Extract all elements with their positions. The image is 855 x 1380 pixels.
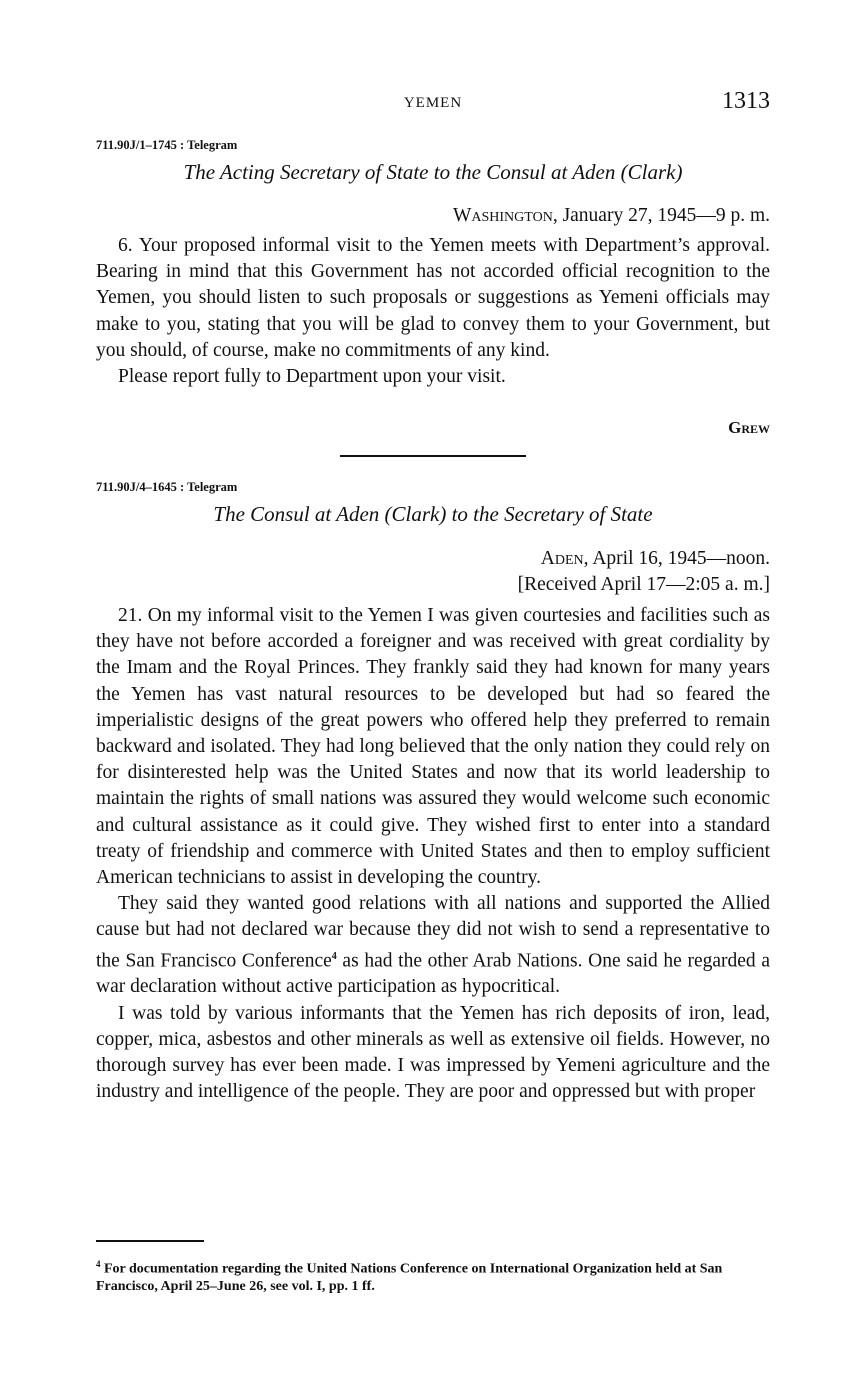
doc1-dateline-place: Washington	[452, 205, 553, 226]
doc1-signature: Grew	[728, 418, 770, 437]
footnote	[96, 1256, 770, 1295]
section-divider	[340, 455, 526, 457]
page-number: 1313	[722, 88, 770, 114]
doc1-heading: The Acting Secretary of State to the Consul at Aden (Clark)	[183, 160, 683, 184]
doc2-paragraph-3: I was told by various informants that the Yemen has rich deposits of iron, lead, copper, mica, asbestos and other minerals as well as extensive oil fields. However, no thorough survey has ever been made. I was impressed by Yemeni agriculture and the industry and intelligence of the people. They are poor and oppressed but with proper	[96, 1002, 770, 1103]
doc2-paragraph-1: 21. On my informal visit to the Yemen I was given courtesies and facilities such as they have not before accorded a foreigner and was received with great cordiality by the Imam and the Royal Princes. They frankly said they had known for many years the Yemen has vast natural resources to be developed but had so feared the imperialistic designs of the great powers who offered help they preferred to remain backward and isolated. They had long believed that the only nation they could rely on for disinterested help was the United States and now that its world leadership to maintain the rights of small nations was assured they would welcome such economic and cultural assistance as it could give. They wished first to enter into a standard treaty of friendship and commerce with United States and then to employ sufficient American technicians to assist in developing the country.	[96, 605, 770, 889]
doc1-file-number: 711.90J/1–1745 : Telegram	[96, 138, 238, 152]
doc1-body	[96, 233, 770, 390]
footnote-rule	[96, 1240, 204, 1242]
running-head-title: YEMEN	[403, 95, 463, 111]
doc2-dateline	[541, 546, 770, 572]
doc2-heading: The Consul at Aden (Clark) to the Secretary of State	[213, 502, 653, 526]
doc2-paragraph-2-text: They said they wanted good relations with all nations and supported the Allied cause but had not declared war because they did not wish to send a representative to the San Francisco Conference	[96, 893, 770, 972]
footnote-text: For documentation regarding the United Nations Conference on International Organization held at San Francisco, April 25–June 26, see vol. I, pp. 1 ff.	[96, 1261, 723, 1294]
running-head	[96, 88, 770, 118]
doc2-dateline-place: Aden	[540, 548, 584, 569]
doc2-paragraph-2-text-cont: as had the other Arab Nations. One said he regarded a war declaration without active participation as hypocritical.	[96, 950, 771, 998]
doc2-dateline-date: , April 16, 1945—noon.	[583, 548, 770, 569]
doc1-dateline	[453, 203, 770, 229]
footnote-reference: 4	[331, 950, 337, 962]
doc1-dateline-date: , January 27, 1945—9 p. m.	[552, 205, 770, 226]
doc1-paragraph: Please report fully to Department upon your visit.	[118, 366, 506, 388]
footnote-mark: 4	[96, 1259, 101, 1269]
doc2-file-number: 711.90J/4–1645 : Telegram	[96, 480, 238, 494]
doc2-received: [Received April 17—2:05 a. m.]	[517, 574, 770, 595]
doc2-body	[96, 603, 770, 1105]
doc2-paragraph-2	[96, 891, 770, 1000]
doc1-paragraph: 6. Your proposed informal visit to the Yemen meets with Department’s approval. Bearing in mind that this Government has not accorded official recognition to the Yemen, you should listen to such proposals or suggestions as Yemeni officials may make to you, stating that you will be glad to convey them to your Government, but you should, of course, make no commitments of any kind.	[96, 235, 770, 361]
